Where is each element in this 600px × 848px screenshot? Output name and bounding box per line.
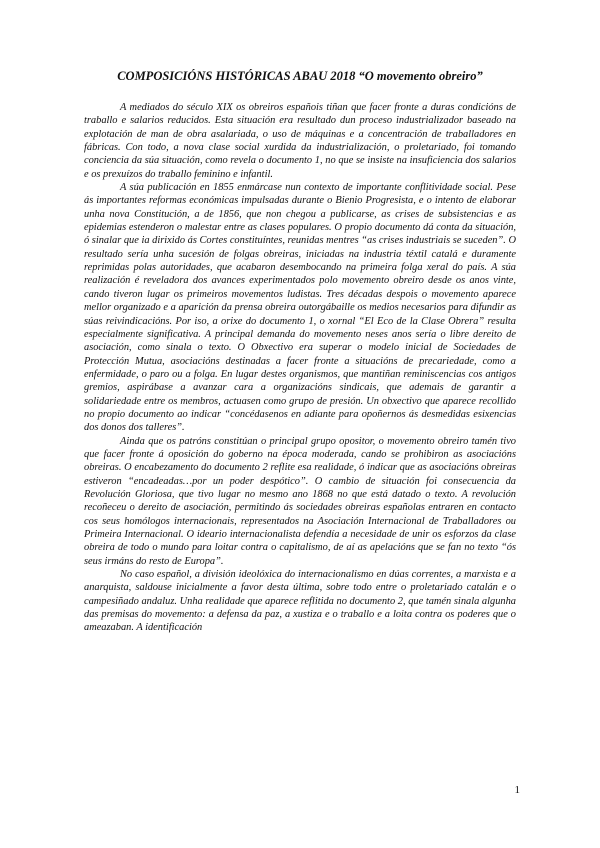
paragraph-3: Ainda que os patróns constitúan o principal grupo opositor, o movemento obreiro tamén tivo que facer fronte á oposición do goberno na época moderada, cando se prohibiron as asociacións obreiras. O encabezamento do documento 2 reflite esa realidade, ó indicar que as asociacións obreiras estiveron “encadeadas…por un poder despótico”. O cambio de situación foi consecuencia da Revolución Gloriosa, que tivo lugar no mesmo ano 1868 no que está datado o texto. A revolución recoñeceu o dereito de asociación, permitindo ás sociedades obreiras españolas entraren en contacto cos seus homólogos internacionais, representados na Asociación Internacional de Traballadores ou Primeira Internacional. O ideario internacionalista defendía a necesidade de unir os esforzos da clase obreira de todo o mundo para loitar contra o capitalismo, de aí as apelacións que se fan no texto “ós seus irmáns do resto de Europa”. [84, 435, 516, 567]
document-title: COMPOSICIÓNS HISTÓRICAS ABAU 2018 “O movemento obreiro” [117, 69, 483, 83]
paragraph-2: A súa publicación en 1855 enmárcase nun contexto de importante conflitividade social. Pese ás importantes reformas económicas impulsadas durante o Bienio Progresista, e o intento de elaborar unha nova Constitución, a de 1856, que non chegou a publicarse, as crises de subsistencias e as epidemias estenderon o malestar entre as clases populares. O propio documento dá conta da situación, ó sinalar que ia dirixido ás Cortes constituíntes, reunidas mentres “as crises industriais se suceden”. O resultado sería unha sucesión de folgas obreiras, iniciadas na industria téxtil catalá e duramente reprimidas polas autoridades, que acabaron desembocando na primeira folga xeral do país. A súa realización é reveladora dos avances experimentados polo movemento obreiro desde os anos vinte, cando tiveron lugar os primeiros movementos ludistas. Tres décadas despois o movemento aparece mellor organizado e a aparición da prensa obreira outorgábaille os medios necesarios para difundir as súas reivindicacións. Por iso, a orixe do documento 1, o xornal “El Eco de la Clase Obrera” resulta especialmente significativa. A principal demanda do movemento neses anos sería o libre dereito de asociación, como sinala o texto. O Obxectivo era superar o modelo inicial de Sociedades de Protección Mutua, asociacións destinadas a facer fronte a situacións de precariedade, como a enfermidade, o paro ou a folga. En lugar destes organismos, que mantiñan reminiscencias cos antigos gremios, aspirábase a avanzar cara a organizacións sindicais, que ademais de garantir a solidariedade entre os membros, actuasen como grupo de presión. Un obxectivo que aparece recollido no propio documento ao indicar “concédasenos en adiante para opoñernos ás desmedidas esixencias dos donos dos talleres”. [84, 182, 516, 434]
paragraph-1: A mediados do século XIX os obreiros españois tiñan que facer fronte a duras condicións de traballo e salarios reducidos. Esta situación era resultado dun proceso industrializador baseado na explotación de man de obra asalariada, o uso de máquinas e a concentración de traballadores en fábricas. Con todo, a nova clase social xurdida da industrialización, o proletariado, foi tomando conciencia da súa situación, como revela o documento 1, no que se insiste na insuficiencia dos salarios e os prexuízos do traballo feminino e infantil. [84, 102, 516, 180]
page-number: 1 [514, 784, 520, 796]
document-body [84, 101, 516, 635]
paragraph-4: No caso español, a división ideolóxica do internacionalismo en dúas correntes, a marxista e a anarquista, saldouse inicialmente a favor desta última, sobre todo entre o proletariado catalán e o campesiñado andaluz. Unha realidade que aparece reflitida no documento 2, que tamén sinala algunha das premisas do movemento: a defensa da paz, a xustiza e o traballo e a loita contra os poderes que o ameazaban. A identificación [84, 569, 516, 634]
